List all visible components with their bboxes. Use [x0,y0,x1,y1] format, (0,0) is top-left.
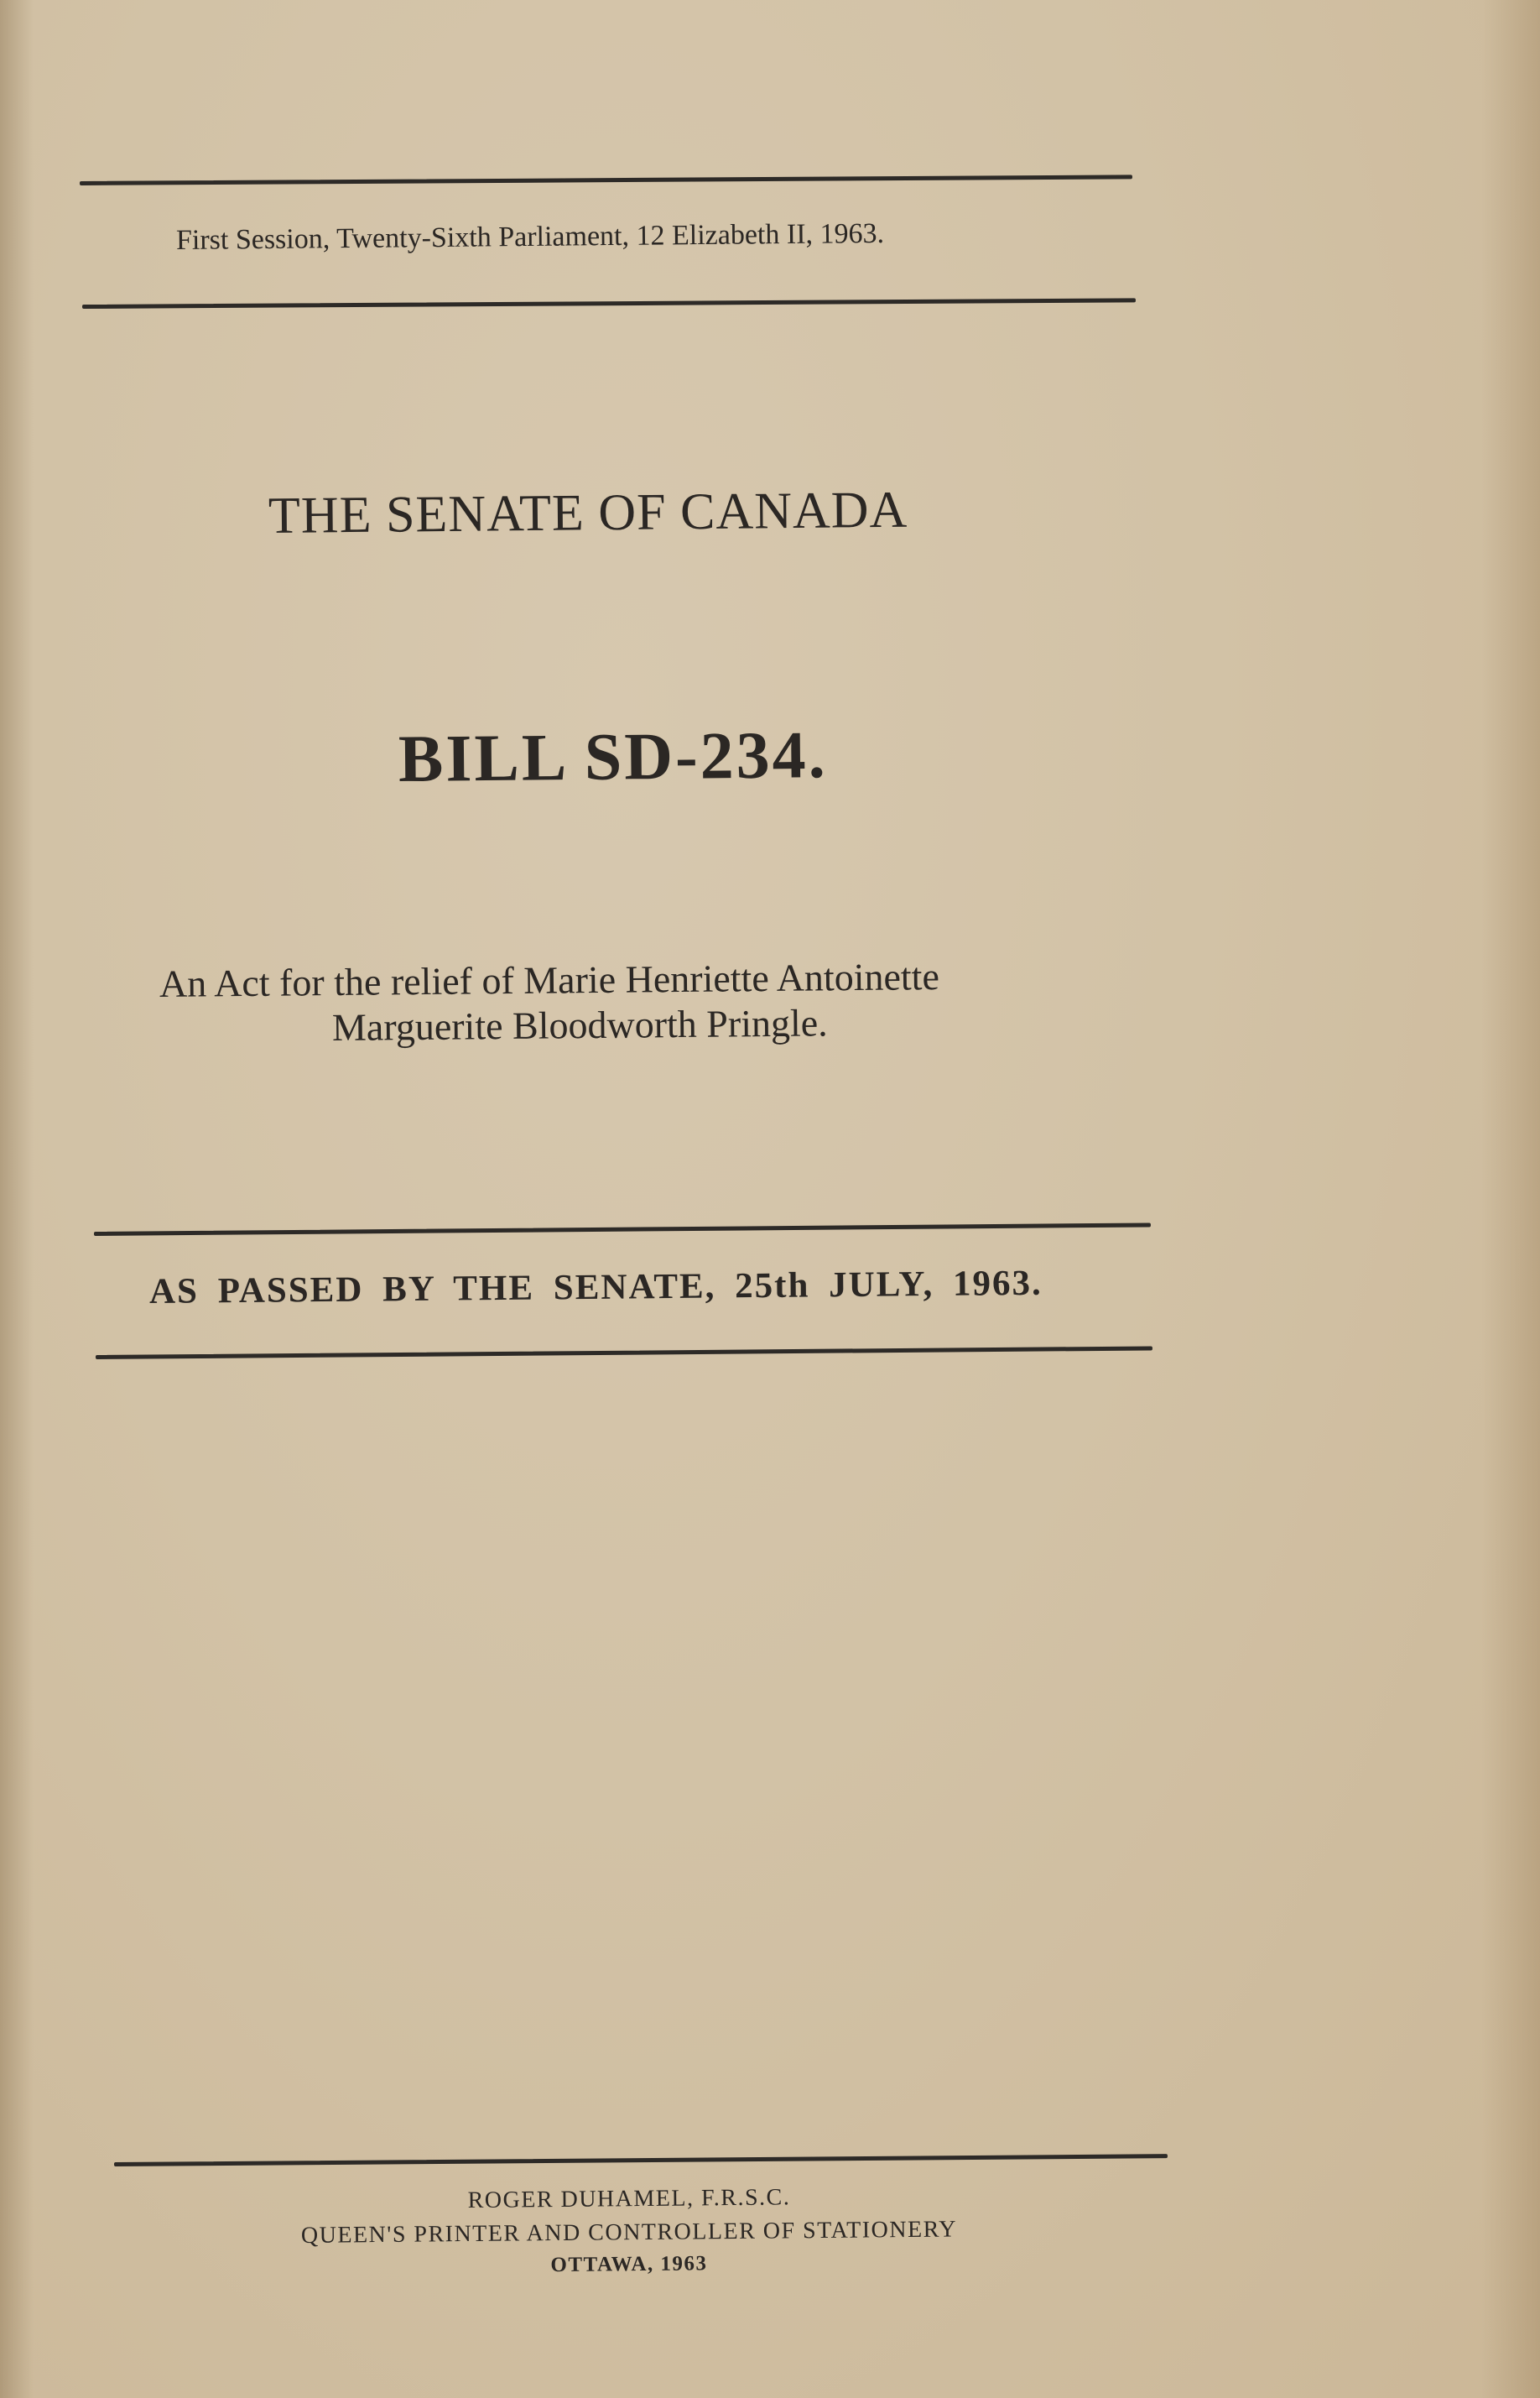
act-title-line-1: An Act for the relief of Marie Henriette Antoinette [159,955,940,1005]
status-rule-upper [94,1222,1151,1236]
status-rule-lower [96,1346,1152,1359]
act-title-line-2: Marguerite Bloodworth Pringle. [331,1001,828,1049]
senate-heading: THE SENATE OF CANADA [268,481,908,545]
session-line: First Session, Twenty-Sixth Parliament, 12 Elizabeth II, 1963. [175,217,885,256]
imprint-printer-title: QUEEN'S PRINTER AND CONTROLLER OF STATIONERY [300,2216,958,2249]
bill-number: BILL SD-234. [398,718,829,796]
imprint-place-year: OTTAWA, 1963 [550,2252,708,2277]
imprint-rule [114,2154,1168,2166]
imprint-printer-name: ROGER DUHAMEL, F.R.S.C. [467,2184,791,2214]
passed-status: AS PASSED BY THE SENATE, 25th JULY, 1963. [148,1263,1043,1311]
top-rule-lower [82,298,1136,309]
top-rule-upper [80,175,1132,185]
